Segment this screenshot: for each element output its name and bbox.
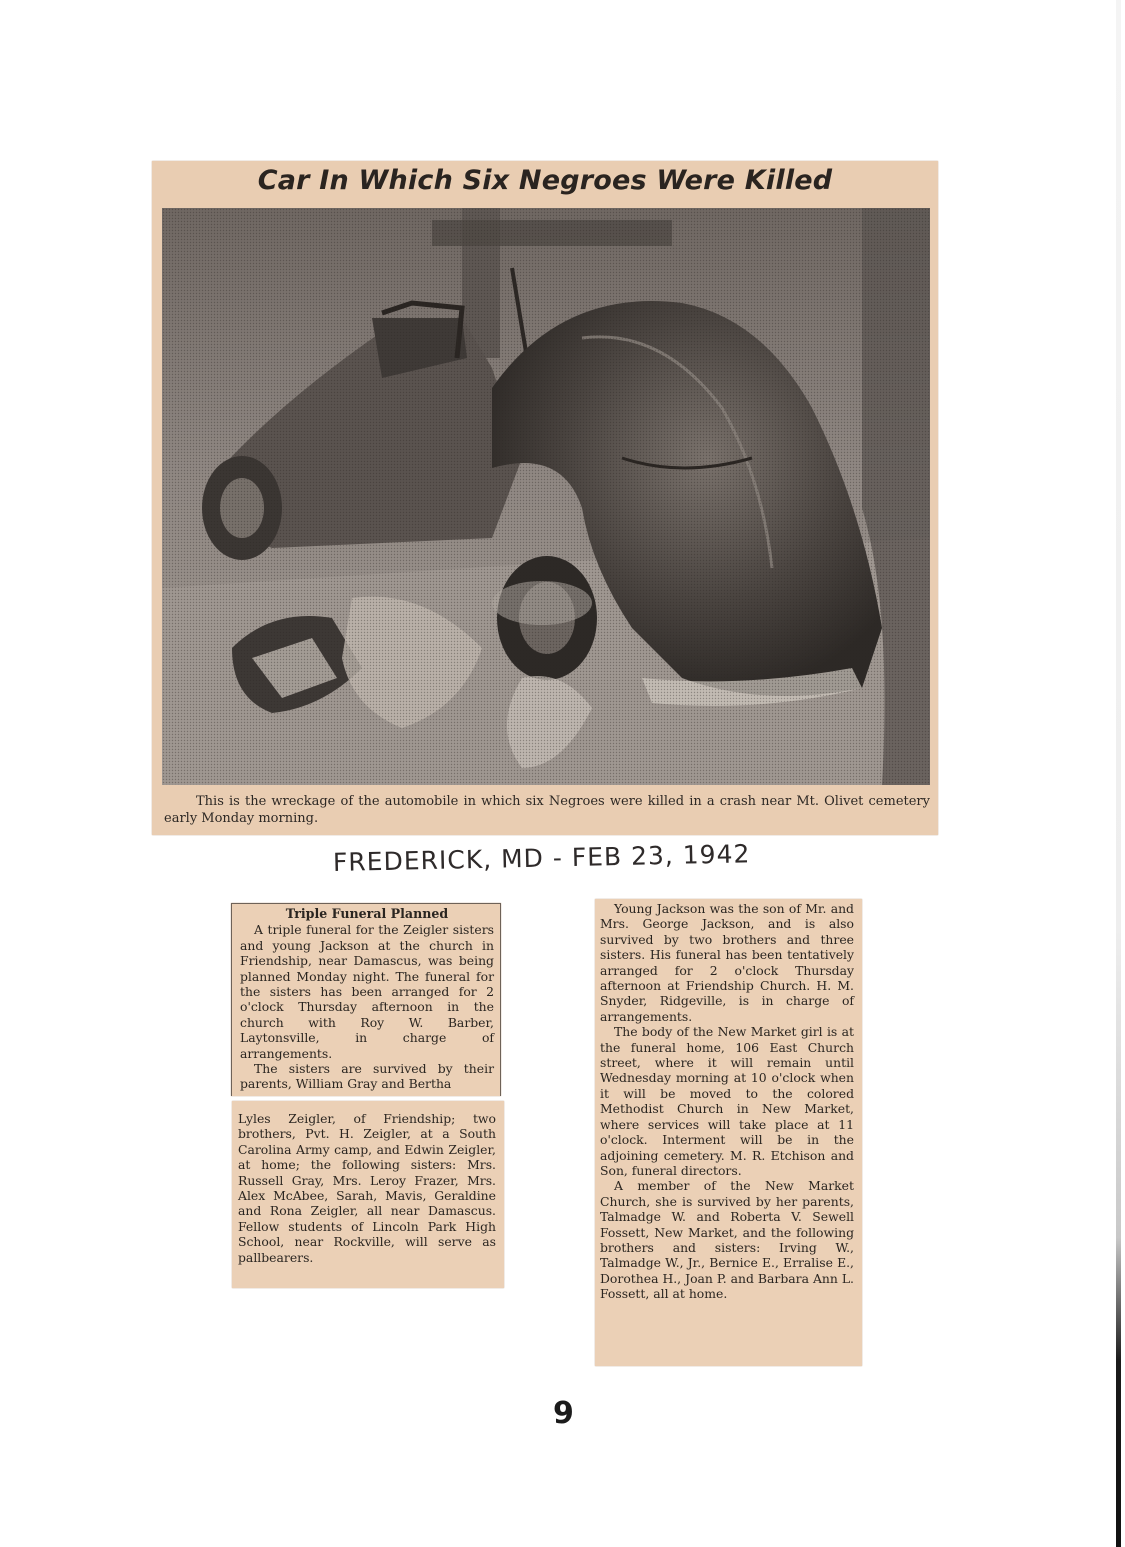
article-paragraph: A triple funeral for the Zeigler sisters and young Jackson at the church in Friendship, near Damascus, was being planned Monday night. The funeral for the sisters has been arranged for 2 o'clock Thursday afternoon in the church with Roy W. Barber, Laytonsville, in charge of arrangements.: [240, 922, 494, 1061]
article-paragraph: The body of the New Market girl is at the funeral home, 106 East Church street, where it will remain until Wednesday morning at 10 o'clock when it will be moved to the colored Methodist Church in New Market, where services will take place at 11 o'clock. Interment will be in the adjoining cemetery. M. R. Etchison and Son, funeral directors.: [600, 1024, 854, 1178]
article-clipping-left-top: [231, 903, 501, 1096]
article-clipping-right: [595, 899, 862, 1366]
handwritten-page-number: 9: [553, 1396, 574, 1431]
article-paragraph: The sisters are survived by their parents, William Gray and Bertha: [240, 1061, 494, 1092]
scan-edge-bar: [1116, 0, 1121, 1547]
article-paragraph: Lyles Zeigler, of Friendship; two brothers, Pvt. H. Zeigler, at a South Carolina Army camp, and Edwin Zeigler, at home; the following sisters: Mrs. Russell Gray, Mrs. Leroy Frazer, Mrs. Alex McAbee, Sarah, Mavis, Geraldine and Rona Zeigler, all near Damascus. Fellow students of Lincoln Park High School, near Rockville, will serve as pallbearers.: [238, 1111, 496, 1265]
article-paragraph: Young Jackson was the son of Mr. and Mrs. George Jackson, and is also survived by two brothers and three sisters. His funeral has been tentatively arranged for 2 o'clock Thursday afternoon at Friendship Church. H. M. Snyder, Ridgeville, is in charge of arrangements.: [600, 901, 854, 1024]
wrecked-car-photo: [162, 208, 930, 785]
photo-headline: Car In Which Six Negroes Were Killed: [257, 165, 833, 196]
article-title: Triple Funeral Planned: [285, 906, 449, 921]
handwritten-date-note: FREDERICK, MD - FEB 23, 1942: [332, 839, 751, 877]
photo-caption: This is the wreckage of the automobile in which six Negroes were killed in a crash near Mt. Olivet cemetery early Monday morning.: [164, 794, 930, 826]
wrecked-car-illustration: [162, 208, 930, 785]
article-paragraph: A member of the New Market Church, she is survived by her parents, Talmadge W. and Roberta V. Sewell Fossett, New Market, and the following brothers and sisters: Irving W., Talmadge W., Jr., Bernice E., Erralise E., Dorothea H., Joan P. and Barbara Ann L. Fossett, all at home.: [600, 1178, 854, 1302]
article-clipping-left-bottom: [232, 1101, 504, 1288]
photo-clipping: [152, 161, 938, 835]
